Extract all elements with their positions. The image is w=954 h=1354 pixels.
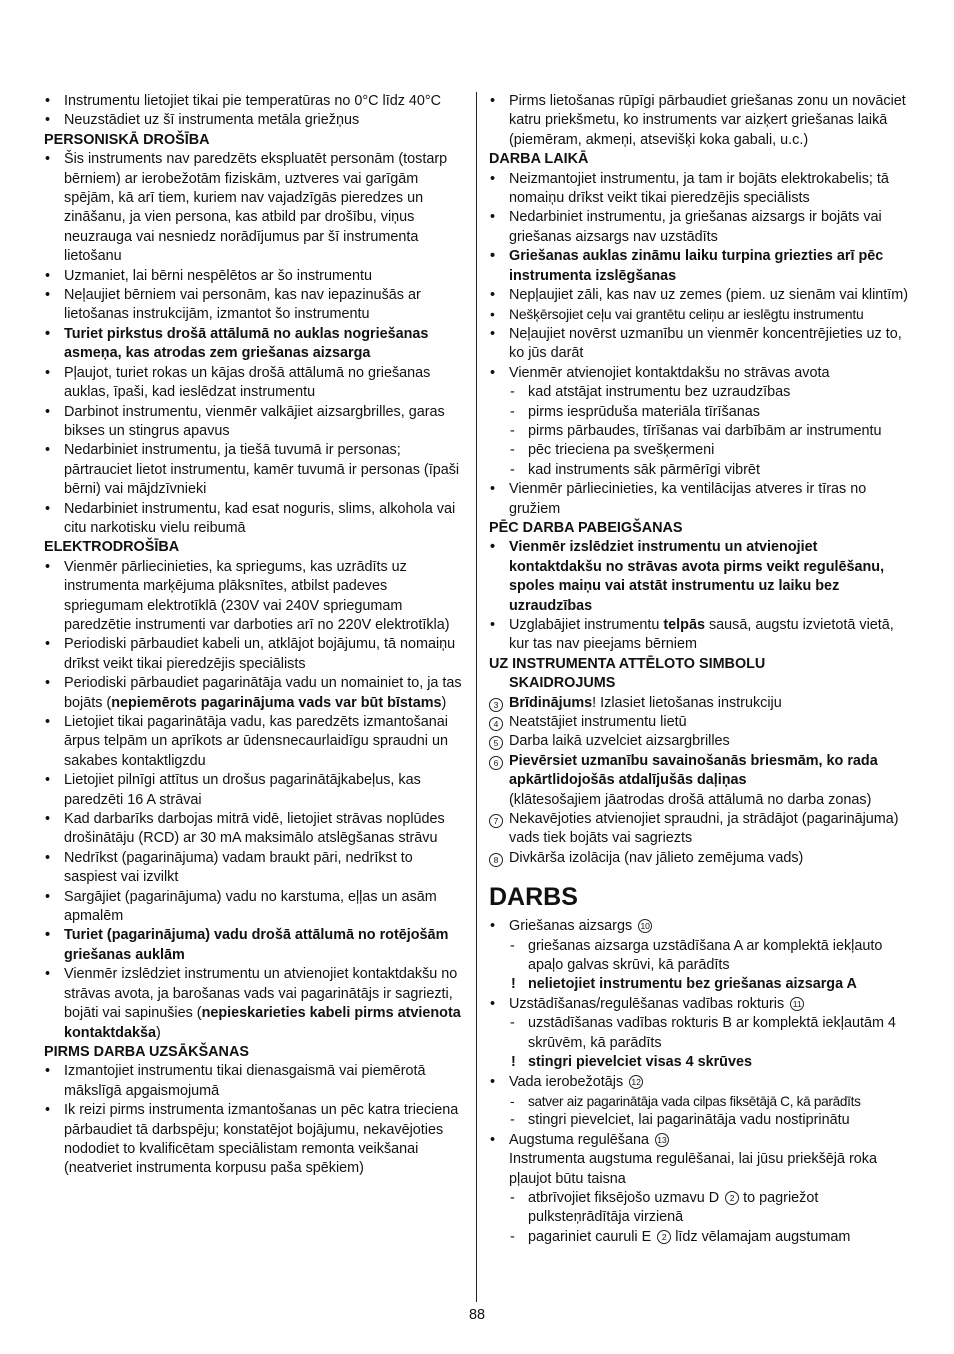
list-item: • Nedarbiniet instrumentu, ja tiešā tuvumā ir personas; pārtrauciet lietot instrumentu, kamēr tuvumā ir personas (īpaši bērni) vai mājdzīvnieki	[44, 441, 468, 499]
sub-list-item: - satver aiz pagarinātāja vada cilpas fiksētājā C, kā parādīts	[489, 1092, 913, 1111]
left-column	[44, 92, 468, 1179]
section-heading-after-work: PĒC DARBA PABEIGŠANAS	[489, 519, 683, 536]
section-heading-during-work: DARBA LAIKĀ	[489, 151, 589, 168]
symbol-number-icon: 5	[489, 736, 503, 750]
reference-number-icon: 13	[655, 1133, 669, 1147]
reference-number-icon: 12	[629, 1075, 643, 1089]
item-text: Uzglabājiet instrumentu	[509, 616, 664, 633]
list-item: • Vienmēr atvienojiet kontaktdakšu no strāvas avota	[489, 364, 913, 383]
item-text-bold: nepieskarieties kabeli pirms atvienota kontaktdakša	[64, 1005, 461, 1041]
sub-list-item: - kad instruments sāk pārmērīgi vibrēt	[489, 461, 913, 480]
sub-list-item: - pēc trieciena pa svešķermeni	[489, 441, 913, 460]
list-item	[489, 917, 913, 936]
section-title-darbs: DARBS	[489, 883, 578, 912]
list-item: • Neuzstādiet uz šī instrumenta metāla griežņus	[44, 111, 468, 130]
symbol-number-icon: 4	[489, 717, 503, 731]
list-item	[489, 1131, 913, 1150]
list-item: • Nepļaujiet zāli, kas nav uz zemes (piem. uz sienām vai klintīm)	[489, 286, 913, 305]
list-item: • Uzmaniet, lai bērni nespēlētos ar šo instrumentu	[44, 267, 468, 286]
list-item: • Neizmantojiet instrumentu, ja tam ir bojāts elektrokabelis; tā nomaiņu drīkst veikt tikai pieredzējis speciālists	[489, 170, 913, 209]
item-text-bold: Pievērsiet uzmanību savainošanās briesmām, ko rada apkārtlidojošās atdalījušās daļiņas	[509, 752, 878, 789]
list-item-warning: • Vienmēr izslēdziet instrumentu un atvienojiet kontaktdakšu no strāvas avota pirms veikt regulēšanu, spoles maiņu vai atstāt instrumentu uz laiku bez uzraudzības	[489, 538, 913, 616]
list-item: • Nedarbiniet instrumentu, kad esat noguris, slims, alkohola vai citu narkotisku vielu reibumā	[44, 500, 468, 539]
list-item: • Pirms lietošanas rūpīgi pārbaudiet griešanas zonu un novāciet katru priekšmetu, ko instruments var aizķert griešanas laikā (piemēram, akmeņi, atsevišķi koka gabali, u.c.)	[489, 92, 913, 150]
paragraph: Instrumenta augstuma regulēšanai, lai jūsu priekšējā roka pļaujot būtu taisna	[509, 1151, 877, 1187]
item-text: Darba laikā uzvelciet aizsargbrilles	[509, 733, 730, 750]
sub-list-item: - kad atstājat instrumentu bez uzraudzības	[489, 383, 913, 402]
list-item: • Vienmēr pārliecinieties, ka spriegums, kas uzrādīts uz instrumenta marķējuma plāksnītes, atbilst padeves spriegumam elektrotīklā (230V vai 240V spriegumam paredzētie instrumenti var darboties arī no 220V elektrotīkla)	[44, 558, 468, 636]
symbol-item	[489, 713, 913, 732]
reference-number-icon: 2	[657, 1230, 671, 1244]
item-text: Nekavējoties atvienojiet spraudni, ja strādājot (pagarinājuma) vads tiek bojāts vai sagriezts	[509, 811, 899, 847]
list-item: • Nedrīkst (pagarinājuma) vadam braukt pāri, nedrīkst to saspiest vai izvilkt	[44, 849, 468, 888]
item-text: pagariniet cauruli E	[528, 1228, 652, 1245]
item-text: )	[441, 694, 447, 711]
list-item: • Izmantojiet instrumentu tikai dienasgaismā vai piemērotā mākslīgā apgaismojumā	[44, 1062, 468, 1101]
item-text: Vienmēr izslēdziet instrumentu un atvienojiet kontaktdakšu no strāvas avota, ja barošanas vads vai pagarinātājs ir sagriezti, bojāti vai sapinušies (	[64, 966, 458, 1022]
symbol-item	[489, 752, 913, 810]
list-item: • Vienmēr pārliecinieties, ka ventilācijas atveres ir tīras no gružiem	[489, 480, 913, 519]
item-text: (klātesošajiem jāatrodas drošā attālumā no darba zonas)	[509, 791, 872, 808]
list-item	[44, 965, 468, 1043]
sub-list-item	[489, 1228, 913, 1247]
item-text: sausā, augstu izvietotā vietā, kur tas nav pieejams bērniem	[509, 616, 894, 653]
item-text: Augstuma regulēšana	[509, 1131, 649, 1148]
item-text: to pagriežot pulksteņrādītāja virzienā	[528, 1189, 819, 1226]
section-heading-electrical-safety: ELEKTRODROŠĪBA	[44, 539, 180, 556]
section-heading-symbols-cont: SKAIDROJUMS	[509, 675, 616, 692]
item-text: Neatstājiet instrumentu lietū	[509, 714, 687, 730]
symbol-item	[489, 694, 913, 713]
list-item: • Neļaujiet bērniem vai personām, kas nav iepazinušās ar lietošanas instrukcijām, izmantot šo instrumentu	[44, 286, 468, 325]
list-item	[489, 1073, 913, 1092]
item-text-bold: telpās	[663, 616, 705, 633]
list-item: • Periodiski pārbaudiet kabeli un, atklājot bojājumu, tā nomaiņu drīkst veikt tikai pieredzējis speciālists	[44, 635, 468, 674]
sub-list-item: - stingri pievelciet, lai pagarinātāja vadu nostiprinātu	[489, 1111, 913, 1130]
reference-number-icon: 10	[638, 919, 652, 933]
list-item: • Neļaujiet novērst uzmanību un vienmēr koncentrējieties uz to, ko jūs darāt	[489, 325, 913, 364]
sub-list-item	[489, 1189, 913, 1228]
item-text: Vada ierobežotājs	[509, 1073, 624, 1090]
item-text: līdz vēlamajam augstumam	[671, 1228, 851, 1245]
sub-list-item: - uzstādīšanas vadības rokturis B ar komplektā iekļautām 4 skrūvēm, kā parādīts	[489, 1014, 913, 1053]
list-item: • Lietojiet tikai pagarinātāja vadu, kas paredzēts izmantošanai ārpus telpām un aprīkots ar ūdensnecaurlaidīgu spraudni un sakabes kontaktligzdu	[44, 713, 468, 771]
page-number: 88	[468, 1307, 485, 1323]
reference-number-icon: 11	[790, 997, 804, 1011]
list-item: • Sargājiet (pagarinājuma) vadu no karstuma, eļļas un asām apmalēm	[44, 888, 468, 927]
symbol-number-icon: 8	[489, 853, 503, 867]
list-item: • Darbinot instrumentu, vienmēr valkājiet aizsargbrilles, garas bikses un stingrus apavus	[44, 403, 468, 442]
list-item	[44, 674, 468, 713]
symbol-number-icon: 3	[489, 698, 503, 712]
item-text: Periodiski pārbaudiet pagarinātāja vadu un nomainiet to, ja tas bojāts (	[64, 675, 462, 711]
sub-list-item: - griešanas aizsarga uzstādīšana A ar komplektā iekļauto apaļo galvas skrūvi, kā parādīts	[489, 937, 913, 976]
item-text: atbrīvojiet fiksējošo uzmavu D	[528, 1189, 720, 1206]
warning-item: ! stingri pievelciet visas 4 skrūves	[489, 1053, 913, 1072]
right-column	[489, 92, 913, 1247]
list-item: • Šis instruments nav paredzēts ekspluatēt personām (tostarp bērniem) ar ierobežotām fiziskām, uztveres vai garīgām spējām, kā arī tiem, kuriem nav vajadzīgās pieredzes un zināšanu, ja vien persona, kas atbild par drošību, viņus neuzrauga vai nesniedz norādījumus par šī instrumenta lietošanu	[44, 150, 468, 266]
list-item-warning: • Griešanas auklas zināmu laiku turpina griezties arī pēc instrumenta izslēgšanas	[489, 247, 913, 286]
sub-list-item: - pirms iesprūduša materiāla tīrīšanas	[489, 403, 913, 422]
list-item: • Pļaujot, turiet rokas un kājas drošā attālumā no griešanas auklas, īpaši, kad ieslēdzat instrumentu	[44, 364, 468, 403]
list-item-warning: • Turiet pirkstus drošā attālumā no auklas nogriešanas asmeņa, kas atrodas zem griešanas aizsarga	[44, 325, 468, 364]
section-heading-before-work: PIRMS DARBA UZSĀKŠANAS	[44, 1043, 249, 1060]
item-text: ! Izlasiet lietošanas instrukciju	[592, 694, 782, 711]
list-item: • Instrumentu lietojiet tikai pie temperatūras no 0°C līdz 40°C	[44, 92, 468, 111]
sub-list-item: - pirms pārbaudes, tīrīšanas vai darbībām ar instrumentu	[489, 422, 913, 441]
list-item: • Nešķērsojiet ceļu vai grantētu celiņu ar ieslēgtu instrumentu	[489, 305, 913, 324]
section-heading-personal-safety: PERSONISKĀ DROŠĪBA	[44, 131, 210, 148]
symbol-item	[489, 810, 913, 849]
list-item	[489, 616, 913, 655]
item-text-bold: nepiemērots pagarinājuma vads var būt bīstams	[111, 694, 442, 711]
column-divider	[476, 92, 477, 1302]
section-heading-symbols: UZ INSTRUMENTA ATTĒLOTO SIMBOLU	[489, 655, 766, 672]
list-item: • Nedarbiniet instrumentu, ja griešanas aizsargs ir bojāts vai griešanas aizsargs nav uzstādīts	[489, 208, 913, 247]
item-text: Divkārša izolācija (nav jālieto zemējuma vads)	[509, 849, 804, 866]
item-text: Uzstādīšanas/regulēšanas vadības rokturis	[509, 995, 785, 1012]
list-item: • Ik reizi pirms instrumenta izmantošanas un pēc katra trieciena pārbaudiet tā darbspēju; konstatējot bojājumu, nekavējoties nododiet to kvalificētam speciālistam remonta veikšanai (neatveriet instrumenta korpusu paša spēkiem)	[44, 1101, 468, 1179]
reference-number-icon: 2	[725, 1191, 739, 1205]
symbol-number-icon: 7	[489, 814, 503, 828]
list-item	[489, 995, 913, 1014]
symbol-number-icon: 6	[489, 756, 503, 770]
list-item: • Kad darbarīks darbojas mitrā vidē, lietojiet strāvas noplūdes drošinātāju (RCD) ar 30 mA maksimālo atslēgšanas strāvu	[44, 810, 468, 849]
symbol-item	[489, 732, 913, 751]
list-item: • Lietojiet pilnīgi attītus un drošus pagarinātājkabeļus, kas paredzēti 16 A strāvai	[44, 771, 468, 810]
item-text: Griešanas aizsargs	[509, 918, 633, 935]
item-text: )	[155, 1024, 161, 1041]
item-text-bold: Brīdinājums	[509, 694, 593, 711]
warning-item: ! nelietojiet instrumentu bez griešanas aizsarga A	[489, 975, 913, 994]
list-item-warning: • Turiet (pagarinājuma) vadu drošā attālumā no rotējošām griešanas auklām	[44, 926, 468, 965]
symbol-item	[489, 849, 913, 868]
